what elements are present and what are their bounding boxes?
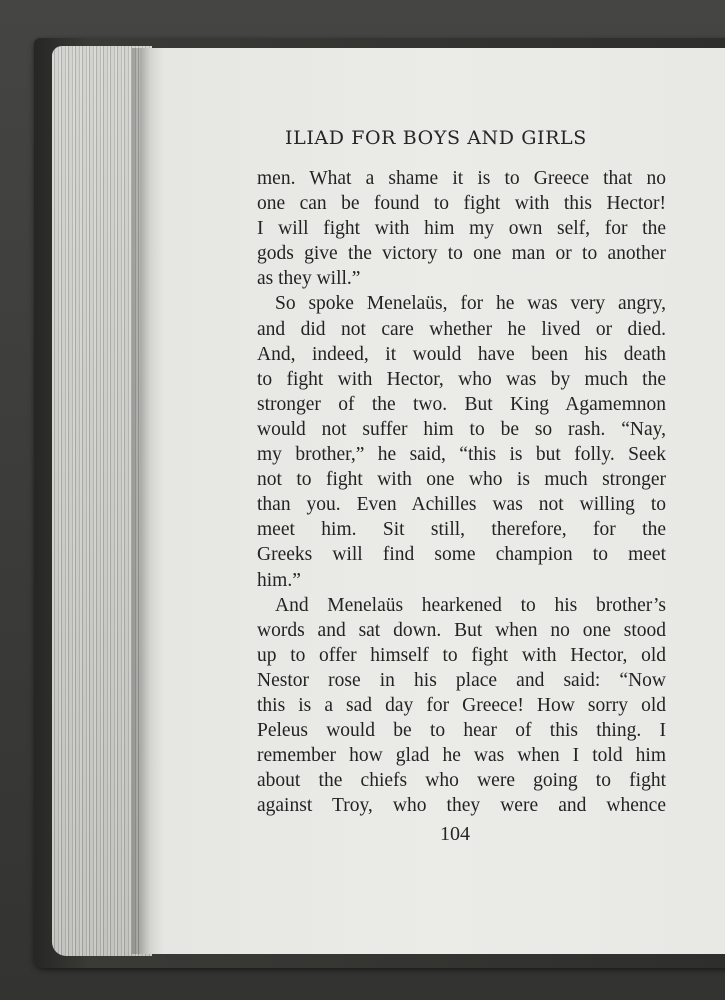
text-line: this is a sad day for Greece! How sorry old [257, 694, 666, 716]
text-line: So spoke Menelaüs, for he was very angry, [275, 293, 666, 315]
gutter-shadow [132, 48, 150, 954]
text-line: stronger of the two. But King Agamemnon [257, 393, 666, 415]
running-head: ILIAD FOR BOYS AND GIRLS [285, 127, 587, 149]
text-line: And Menelaüs hearkened to his brother’s [275, 594, 666, 616]
text-line: And, indeed, it would have been his death [257, 343, 666, 365]
text-line: one can be found to fight with this Hector! [257, 193, 666, 215]
text-line: would not suffer him to be so rash. “Nay, [257, 418, 666, 440]
text-line: about the chiefs who were going to fight [257, 770, 666, 792]
text-line: Nestor rose in his place and said: “Now [257, 669, 666, 691]
text-line: Greeks will find some champion to meet [257, 544, 666, 566]
text-line: up to offer himself to fight with Hector, old [257, 644, 666, 666]
text-line: my brother,” he said, “this is but folly. Seek [257, 444, 666, 466]
text-line: as they will.” [257, 268, 361, 290]
text-line: not to fight with one who is much stronger [257, 469, 666, 491]
text-line: I will fight with him my own self, for the [257, 218, 666, 240]
text-line: meet him. Sit still, therefore, for the [257, 519, 666, 541]
text-line: than you. Even Achilles was not willing to [257, 494, 666, 516]
text-line: Peleus would be to hear of this thing. I [257, 720, 666, 742]
body-text [257, 166, 666, 818]
text-line: men. What a shame it is to Greece that no [257, 168, 666, 189]
text-line: and did not care whether he lived or died. [257, 318, 666, 340]
text-line: to fight with Hector, who was by much the [257, 368, 666, 390]
text-line: words and sat down. But when no one stood [257, 619, 666, 641]
text-line: gods give the victory to one man or to another [257, 243, 666, 265]
page-number: 104 [440, 823, 470, 845]
text-line: him.” [257, 569, 301, 591]
text-line: remember how glad he was when I told him [257, 745, 666, 767]
text-line: against Troy, who they were and whence [257, 795, 666, 817]
